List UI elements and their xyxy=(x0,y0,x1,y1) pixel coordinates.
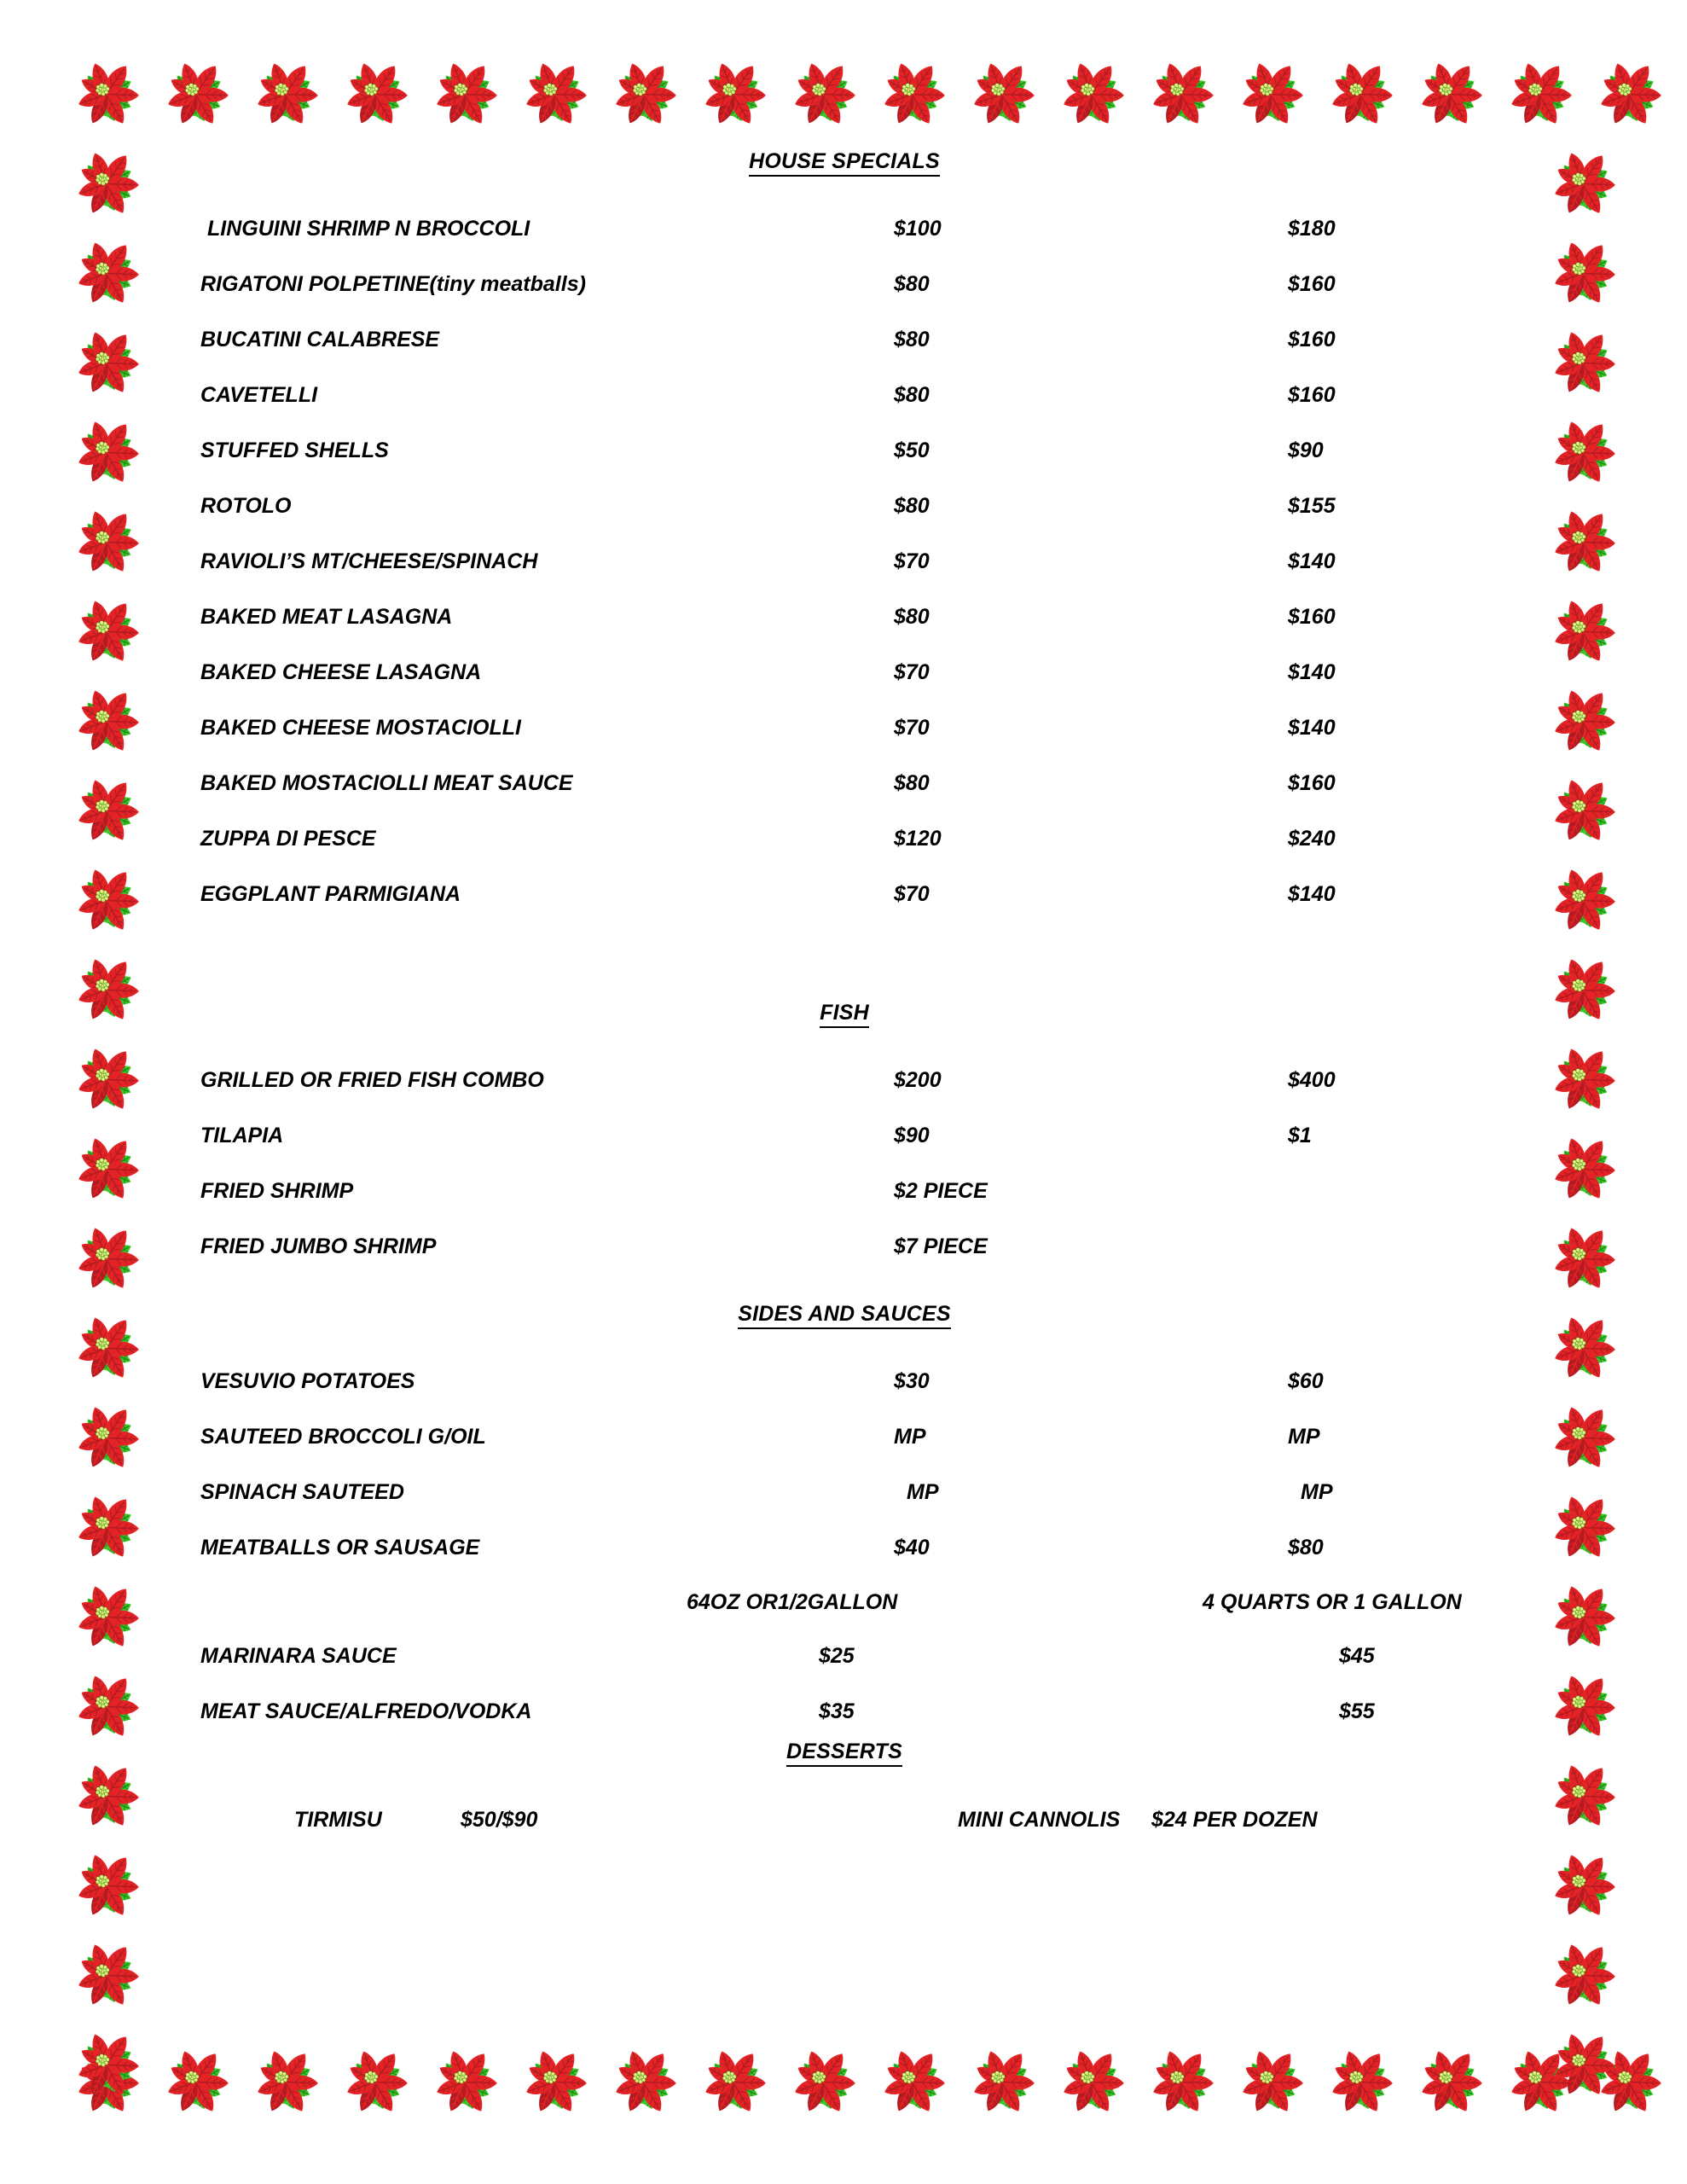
item-price-2: $55 xyxy=(1339,1699,1375,1723)
poinsettia-icon xyxy=(1136,49,1226,139)
section-heading-text: FISH xyxy=(820,1001,869,1028)
poinsettia-icon xyxy=(688,49,778,139)
poinsettia-icon xyxy=(688,2037,778,2127)
item-name: CAVETELLI xyxy=(200,383,318,407)
sauce-size-header-col1: 64OZ OR1/2GALLON xyxy=(687,1590,898,1614)
sauce-size-header-col2: 4 QUARTS OR 1 GALLON xyxy=(1203,1590,1462,1614)
dessert-price-1: $50/$90 xyxy=(461,1808,538,1832)
item-name: FRIED JUMBO SHRIMP xyxy=(200,1234,437,1258)
item-price-2: $140 xyxy=(1288,549,1336,573)
poinsettia-icon xyxy=(241,49,330,139)
item-price-2: $160 xyxy=(1288,272,1336,296)
menu-row xyxy=(158,312,1531,368)
poinsettia-icon xyxy=(1405,49,1494,139)
item-price-2: $60 xyxy=(1288,1369,1324,1393)
menu-row xyxy=(158,1053,1531,1108)
poinsettia-icon xyxy=(867,2037,957,2127)
item-name: STUFFED SHELLS xyxy=(200,439,389,462)
item-price-1: $2 PIECE xyxy=(894,1179,988,1203)
menu-row xyxy=(158,534,1531,590)
poinsettia-icon xyxy=(1538,1035,1627,1124)
menu-row xyxy=(158,1354,1531,1409)
poinsettia-icon xyxy=(1405,2037,1494,2127)
item-name: SAUTEED BROCCOLI G/OIL xyxy=(200,1425,486,1449)
poinsettia-icon xyxy=(61,1304,151,1393)
item-name: BUCATINI CALABRESE xyxy=(200,328,440,351)
poinsettia-icon xyxy=(61,677,151,766)
poinsettia-icon xyxy=(61,408,151,497)
item-price-1: $80 xyxy=(894,605,930,629)
poinsettia-icon xyxy=(778,49,867,139)
item-price-1: $120 xyxy=(894,827,942,851)
item-price-1: $7 PIECE xyxy=(894,1234,988,1258)
poinsettia-icon xyxy=(1538,1214,1627,1304)
poinsettia-icon xyxy=(1226,49,1315,139)
item-price-2: $45 xyxy=(1339,1644,1375,1668)
item-price-1: MP xyxy=(907,1480,939,1504)
poinsettia-icon xyxy=(61,49,151,139)
poinsettia-icon xyxy=(599,2037,688,2127)
item-price-2: $90 xyxy=(1288,439,1324,462)
border-left xyxy=(61,139,151,2037)
poinsettia-icon xyxy=(1538,408,1627,497)
section-heading-text: HOUSE SPECIALS xyxy=(749,149,940,177)
dessert-row xyxy=(158,1792,1531,1848)
poinsettia-icon xyxy=(61,1124,151,1214)
poinsettia-icon xyxy=(867,49,957,139)
item-name: ROTOLO xyxy=(200,494,292,518)
item-price-2: $140 xyxy=(1288,660,1336,684)
poinsettia-icon xyxy=(1226,2037,1315,2127)
poinsettia-icon xyxy=(599,49,688,139)
poinsettia-icon xyxy=(1538,587,1627,677)
poinsettia-icon xyxy=(1046,2037,1136,2127)
poinsettia-icon xyxy=(1538,229,1627,318)
poinsettia-icon xyxy=(241,2037,330,2127)
item-price-1: $100 xyxy=(894,217,942,241)
item-price-1: $70 xyxy=(894,660,930,684)
menu-row xyxy=(158,811,1531,867)
item-price-1: $80 xyxy=(894,771,930,795)
item-name: EGGPLANT PARMIGIANA xyxy=(200,882,461,906)
poinsettia-icon xyxy=(61,2037,151,2127)
poinsettia-icon xyxy=(1494,2037,1584,2127)
poinsettia-icon xyxy=(1538,1304,1627,1393)
poinsettia-icon xyxy=(61,1035,151,1124)
poinsettia-icon xyxy=(1538,1662,1627,1751)
menu-row xyxy=(158,1409,1531,1465)
poinsettia-icon xyxy=(1538,677,1627,766)
poinsettia-icon xyxy=(61,497,151,587)
item-price-1: $30 xyxy=(894,1369,930,1393)
item-price-1: $70 xyxy=(894,716,930,740)
menu-row xyxy=(158,1684,1531,1740)
item-name: MEAT SAUCE/ALFREDO/VODKA xyxy=(200,1699,532,1723)
poinsettia-icon xyxy=(1538,1124,1627,1214)
item-name: BAKED CHEESE MOSTACIOLLI xyxy=(200,716,521,740)
item-price-2: MP xyxy=(1288,1425,1320,1449)
poinsettia-icon xyxy=(1538,945,1627,1035)
poinsettia-icon xyxy=(957,2037,1046,2127)
item-price-1: MP xyxy=(894,1425,926,1449)
poinsettia-icon xyxy=(957,49,1046,139)
poinsettia-icon xyxy=(1538,318,1627,408)
item-name: TILAPIA xyxy=(200,1124,284,1147)
poinsettia-icon xyxy=(1538,1931,1627,2020)
poinsettia-icon xyxy=(61,318,151,408)
section-heading-desserts xyxy=(158,1740,1531,1764)
poinsettia-icon xyxy=(61,1931,151,2020)
section-heading-house-specials xyxy=(158,149,1531,174)
poinsettia-icon xyxy=(61,1751,151,1841)
menu-row xyxy=(158,423,1531,479)
item-price-2: $80 xyxy=(1288,1536,1324,1560)
poinsettia-icon xyxy=(61,856,151,945)
poinsettia-icon xyxy=(61,766,151,856)
poinsettia-icon xyxy=(1136,2037,1226,2127)
poinsettia-icon xyxy=(420,2037,509,2127)
menu-row xyxy=(158,1629,1531,1684)
section-heading-sides-and-sauces xyxy=(158,1302,1531,1327)
menu-content xyxy=(158,149,1531,2030)
item-price-1: $40 xyxy=(894,1536,930,1560)
item-price-2: $160 xyxy=(1288,771,1336,795)
section-heading-text: SIDES AND SAUCES xyxy=(738,1302,951,1329)
item-name: MEATBALLS OR SAUSAGE xyxy=(200,1536,480,1560)
border-right xyxy=(1538,139,1627,2037)
item-name: BAKED MOSTACIOLLI MEAT SAUCE xyxy=(200,771,573,795)
item-price-2: $1 xyxy=(1288,1124,1312,1147)
poinsettia-icon xyxy=(1538,497,1627,587)
menu-row xyxy=(158,1108,1531,1164)
menu-row xyxy=(158,700,1531,756)
poinsettia-icon xyxy=(1538,1572,1627,1662)
menu-row xyxy=(158,867,1531,922)
poinsettia-icon xyxy=(1494,49,1584,139)
menu-row xyxy=(158,756,1531,811)
item-name: GRILLED OR FRIED FISH COMBO xyxy=(200,1068,544,1092)
poinsettia-icon xyxy=(1538,766,1627,856)
poinsettia-icon xyxy=(61,1214,151,1304)
poinsettia-icon xyxy=(61,945,151,1035)
menu-row xyxy=(158,257,1531,312)
dessert-name-1: TIRMISU xyxy=(294,1808,382,1832)
menu-row xyxy=(158,1520,1531,1576)
poinsettia-icon xyxy=(1538,1841,1627,1931)
menu-row xyxy=(158,1465,1531,1520)
poinsettia-icon xyxy=(509,49,599,139)
item-price-1: $80 xyxy=(894,494,930,518)
item-price-1: $80 xyxy=(894,272,930,296)
poinsettia-icon xyxy=(1538,1751,1627,1841)
poinsettia-icon xyxy=(61,229,151,318)
dessert-price-2: $24 PER DOZEN xyxy=(1151,1808,1318,1832)
sauce-size-header-row xyxy=(158,1576,1531,1629)
item-price-2: $140 xyxy=(1288,716,1336,740)
item-price-1: $35 xyxy=(819,1699,855,1723)
item-price-2: $160 xyxy=(1288,328,1336,351)
poinsettia-icon xyxy=(509,2037,599,2127)
item-price-1: $80 xyxy=(894,328,930,351)
item-name: ZUPPA DI PESCE xyxy=(200,827,376,851)
menu-row xyxy=(158,645,1531,700)
poinsettia-icon xyxy=(61,587,151,677)
poinsettia-icon xyxy=(778,2037,867,2127)
item-name: MARINARA SAUCE xyxy=(200,1644,397,1668)
poinsettia-icon xyxy=(330,2037,420,2127)
item-name: LINGUINI SHRIMP N BROCCOLI xyxy=(207,217,530,241)
poinsettia-icon xyxy=(61,1662,151,1751)
menu-row xyxy=(158,368,1531,423)
poinsettia-icon xyxy=(61,1483,151,1572)
item-price-1: $50 xyxy=(894,439,930,462)
border-top xyxy=(61,49,1627,139)
item-name: FRIED SHRIMP xyxy=(200,1179,354,1203)
menu-row xyxy=(158,1164,1531,1219)
section-heading-fish xyxy=(158,1001,1531,1025)
item-price-1: $200 xyxy=(894,1068,942,1092)
menu-row xyxy=(158,1219,1531,1275)
item-price-1: $25 xyxy=(819,1644,855,1668)
item-name: RIGATONI POLPETINE(tiny meatballs) xyxy=(200,272,586,296)
menu-row xyxy=(158,590,1531,645)
poinsettia-icon xyxy=(151,49,241,139)
poinsettia-icon xyxy=(1538,1483,1627,1572)
poinsettia-icon xyxy=(61,1393,151,1483)
item-price-1: $90 xyxy=(894,1124,930,1147)
poinsettia-icon xyxy=(1538,1393,1627,1483)
item-price-2: $160 xyxy=(1288,605,1336,629)
item-price-2: $180 xyxy=(1288,217,1336,241)
item-price-1: $70 xyxy=(894,882,930,906)
poinsettia-icon xyxy=(61,139,151,229)
poinsettia-icon xyxy=(1584,49,1673,139)
menu-row xyxy=(158,479,1531,534)
item-price-2: $155 xyxy=(1288,494,1336,518)
poinsettia-icon xyxy=(1046,49,1136,139)
poinsettia-icon xyxy=(1538,139,1627,229)
item-name: SPINACH SAUTEED xyxy=(200,1480,404,1504)
item-name: RAVIOLI’S MT/CHEESE/SPINACH xyxy=(200,549,538,573)
item-name: VESUVIO POTATOES xyxy=(200,1369,415,1393)
item-price-2: MP xyxy=(1301,1480,1333,1504)
border-bottom xyxy=(61,2037,1627,2127)
item-price-2: $240 xyxy=(1288,827,1336,851)
menu-row xyxy=(158,201,1531,257)
item-price-1: $70 xyxy=(894,549,930,573)
item-price-2: $160 xyxy=(1288,383,1336,407)
poinsettia-icon xyxy=(1315,49,1405,139)
section-heading-text: DESSERTS xyxy=(786,1740,902,1767)
poinsettia-icon xyxy=(1538,856,1627,945)
poinsettia-icon xyxy=(61,1572,151,1662)
item-name: BAKED MEAT LASAGNA xyxy=(200,605,453,629)
item-price-1: $80 xyxy=(894,383,930,407)
poinsettia-icon xyxy=(151,2037,241,2127)
item-price-2: $140 xyxy=(1288,882,1336,906)
poinsettia-icon xyxy=(61,1841,151,1931)
poinsettia-icon xyxy=(1315,2037,1405,2127)
poinsettia-icon xyxy=(61,2020,151,2110)
poinsettia-icon xyxy=(1584,2037,1673,2127)
item-price-2: $400 xyxy=(1288,1068,1336,1092)
poinsettia-icon xyxy=(330,49,420,139)
poinsettia-icon xyxy=(1538,2020,1627,2110)
dessert-name-2: MINI CANNOLIS xyxy=(958,1808,1121,1832)
poinsettia-icon xyxy=(420,49,509,139)
item-name: BAKED CHEESE LASAGNA xyxy=(200,660,482,684)
